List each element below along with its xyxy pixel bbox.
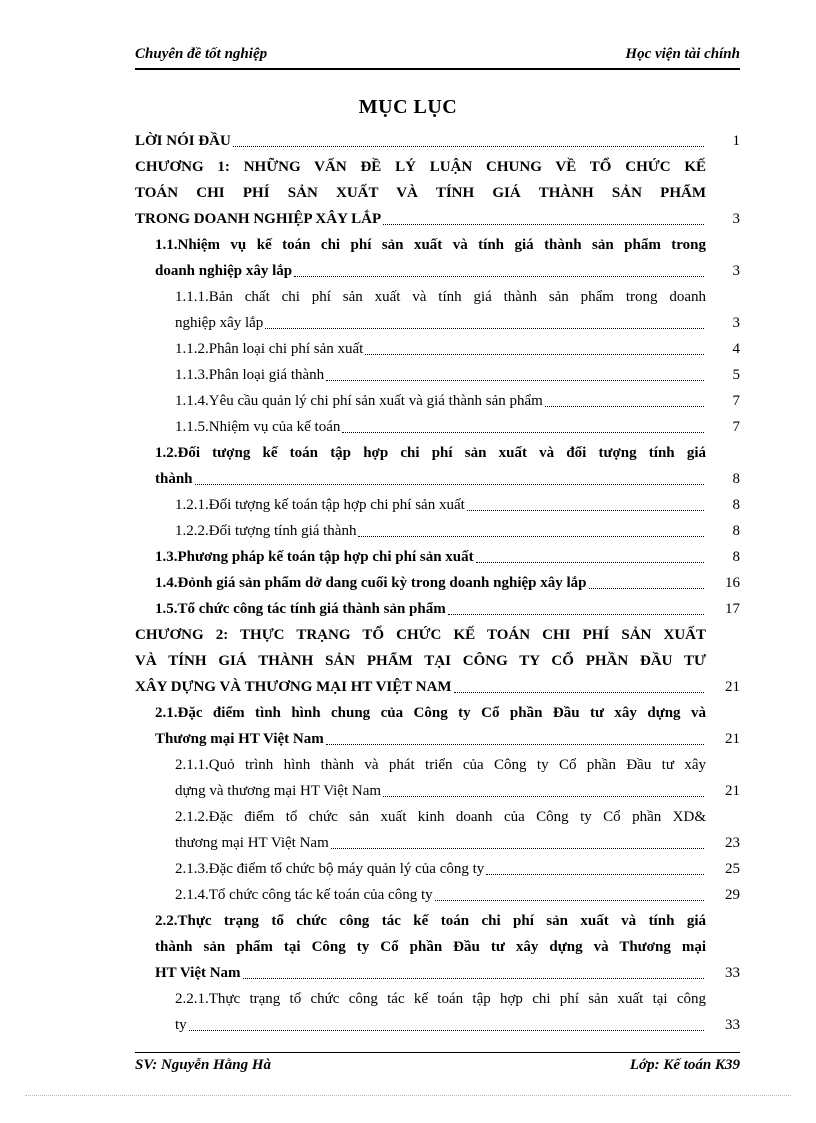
- toc-page-number: 3: [732, 315, 740, 331]
- toc-entry-text: 2.1.3.Đặc điểm tổ chức bộ máy quản lý của công ty: [175, 861, 485, 877]
- footer-left-text: SV: Nguyễn Hằng Hà: [135, 1057, 271, 1073]
- toc-page-number: 8: [732, 523, 740, 539]
- toc-entry-line[interactable]: [135, 645, 706, 671]
- toc-entry-line[interactable]: [175, 1009, 706, 1035]
- dot-leader: [243, 977, 704, 979]
- toc-entry-text: 1.2.1.Đối tượng kế toán tập hợp chi phí sản xuất: [175, 497, 465, 513]
- toc-entry-line[interactable]: [175, 775, 706, 801]
- dot-leader: [342, 431, 704, 433]
- toc-page-number: 23: [725, 835, 740, 851]
- dot-leader: [448, 613, 704, 615]
- toc-entry-line[interactable]: [135, 671, 706, 697]
- toc-entry-text: nghiệp xây lắp: [175, 315, 264, 331]
- toc-entry-line[interactable]: [155, 697, 706, 723]
- toc-entry-text: 1.1.2.Phân loại chi phí sản xuất: [175, 341, 364, 357]
- toc-page-number: 16: [725, 575, 740, 591]
- toc-page-number: 3: [732, 211, 740, 227]
- toc-page-number: 21: [725, 731, 740, 747]
- toc-entry-text: ty: [175, 1017, 187, 1033]
- toc-page-number: 21: [725, 679, 740, 695]
- bottom-divider: [25, 1095, 791, 1096]
- toc-entry-line[interactable]: [175, 281, 706, 307]
- toc-entry-text: 2.2.Thực trạng tổ chức công tác kế toán chi phí sản xuất và tính giá: [155, 913, 706, 929]
- toc-entry-line[interactable]: [175, 307, 706, 333]
- toc-entry-text: 1.1.1.Bản chất chi phí sản xuất và tính giá thành sản phẩm trong doanh: [175, 289, 706, 305]
- toc-page-number: 1: [732, 133, 740, 149]
- toc-entry-line[interactable]: [135, 619, 706, 645]
- dot-leader: [383, 795, 704, 797]
- dot-leader: [589, 587, 705, 589]
- dot-leader: [467, 509, 704, 511]
- toc-entry-line[interactable]: [175, 853, 706, 879]
- dot-leader: [189, 1029, 704, 1031]
- toc-entry-text: 2.2.1.Thực trạng tổ chức công tác kế toán tập hợp chi phí sản xuất tại công: [175, 991, 706, 1007]
- toc-entry-line[interactable]: [175, 333, 706, 359]
- toc-page-number: 8: [732, 497, 740, 513]
- dot-leader: [326, 743, 704, 745]
- toc-entry-text: 1.2.Đối tượng kế toán tập hợp chi phí sản xuất và đối tượng tính giá: [155, 445, 706, 461]
- toc-page-number: 4: [732, 341, 740, 357]
- dot-leader: [294, 275, 704, 277]
- dot-leader: [265, 327, 704, 329]
- dot-leader: [358, 535, 704, 537]
- toc-entry-text: 1.1.4.Yêu cầu quản lý chi phí sản xuất và giá thành sản phẩm: [175, 393, 543, 409]
- toc-entry-text: 1.3.Phương pháp kế toán tập hợp chi phí sản xuất: [155, 549, 474, 565]
- toc-entry-text: TOÁN CHI PHÍ SẢN XUẤT VÀ TÍNH GIÁ THÀNH SẢN PHẨM: [135, 185, 706, 201]
- dot-leader: [233, 145, 704, 147]
- toc-entry-text: 2.1.1.Quỏ trình hình thành và phát triển của Công ty Cổ phần Đầu tư xây: [175, 757, 706, 773]
- header-right-text: Học viện tài chính: [625, 46, 740, 62]
- toc-entry-line[interactable]: [175, 385, 706, 411]
- toc-entry-text: CHƯƠNG 2: THỰC TRẠNG TỔ CHỨC KẾ TOÁN CHI PHÍ SẢN XUẤT: [135, 627, 706, 643]
- toc-entry-line[interactable]: [135, 151, 706, 177]
- toc-entry-line[interactable]: [155, 463, 706, 489]
- toc-entry-text: 2.1.Đặc điểm tình hình chung của Công ty Cổ phần Đầu tư xây dựng và: [155, 705, 706, 721]
- toc-entry-line[interactable]: [175, 749, 706, 775]
- header-left-text: Chuyên đề tốt nghiệp: [135, 46, 268, 62]
- toc-entry-line[interactable]: [155, 541, 706, 567]
- toc-entry-line[interactable]: [155, 593, 706, 619]
- toc-page-number: 33: [725, 965, 740, 981]
- dot-leader: [365, 353, 704, 355]
- dot-leader: [331, 847, 704, 849]
- toc-entry-text: HT Việt Nam: [155, 965, 241, 981]
- toc-entry-text: 1.4.Đỏnh giá sản phẩm dở dang cuối kỳ trong doanh nghiệp xây lắp: [155, 575, 587, 591]
- toc-page-number: 5: [732, 367, 740, 383]
- toc-entry-text: dựng và thương mại HT Việt Nam: [175, 783, 382, 799]
- toc-entry-line[interactable]: [155, 229, 706, 255]
- toc-entry-line[interactable]: [155, 723, 706, 749]
- toc-entry-line[interactable]: [175, 411, 706, 437]
- toc-entry-line[interactable]: [155, 255, 706, 281]
- toc-entry-line[interactable]: [155, 437, 706, 463]
- toc-page-number: 8: [732, 471, 740, 487]
- toc-page-number: 7: [732, 393, 740, 409]
- toc-entry-text: VÀ TÍNH GIÁ THÀNH SẢN PHẨM TẠI CÔNG TY CỔ PHẦN ĐẦU TƯ: [135, 653, 706, 669]
- page-title: MỤC LỤC: [358, 96, 458, 118]
- toc-entry-text: 1.1.3.Phân loại giá thành: [175, 367, 325, 383]
- toc-entry-text: doanh nghiệp xây lắp: [155, 263, 293, 279]
- dot-leader: [435, 899, 704, 901]
- toc-entry-text: Thương mại HT Việt Nam: [155, 731, 324, 747]
- dot-leader: [454, 691, 704, 693]
- dot-leader: [545, 405, 704, 407]
- toc-entry-text: 2.1.2.Đặc điểm tổ chức sản xuất kinh doanh của Công ty Cổ phần XD&: [175, 809, 706, 825]
- toc-entry-text: XÂY DỰNG VÀ THƯƠNG MẠI HT VIỆT NAM: [135, 679, 452, 695]
- toc-entry-line[interactable]: [135, 177, 706, 203]
- page-footer: [135, 1052, 740, 1079]
- toc-entry-text: CHƯƠNG 1: NHỮNG VẤN ĐỀ LÝ LUẬN CHUNG VỀ TỔ CHỨC KẾ: [135, 159, 706, 175]
- toc-page-number: 3: [732, 263, 740, 279]
- toc-entry-text: LỜI NÓI ĐẦU: [135, 133, 231, 149]
- toc-entry-text: thành sản phẩm tại Công ty Cổ phần Đầu tư xây dựng và Thương mại: [155, 939, 706, 955]
- toc-entry-line[interactable]: [135, 203, 706, 229]
- toc-entry-text: 2.1.4.Tổ chức công tác kế toán của công ty: [175, 887, 433, 903]
- toc-entry-line[interactable]: [155, 905, 706, 931]
- toc-entry-line[interactable]: [175, 983, 706, 1009]
- toc-entry-text: TRONG DOANH NGHIỆP XÂY LẮP: [135, 211, 382, 227]
- footer-right-text: Lớp: Kế toán K39: [629, 1057, 740, 1073]
- toc-entry-line[interactable]: [175, 359, 706, 385]
- toc-entry-line[interactable]: [155, 931, 706, 957]
- toc-entry-text: thành: [155, 471, 193, 487]
- toc-page-number: 17: [725, 601, 740, 617]
- toc-page-number: 7: [732, 419, 740, 435]
- toc-entry-line[interactable]: [175, 489, 706, 515]
- toc-page-number: 29: [725, 887, 740, 903]
- dot-leader: [195, 483, 704, 485]
- toc-entry-text: 1.1.Nhiệm vụ kế toán chi phí sản xuất và tính giá thành sản phẩm trong: [155, 237, 706, 253]
- toc-entry-text: 1.2.2.Đối tượng tính giá thành: [175, 523, 357, 539]
- page-header: [135, 44, 740, 70]
- dot-leader: [486, 873, 704, 875]
- toc-entry-text: 1.1.5.Nhiệm vụ của kế toán: [175, 419, 341, 435]
- toc-entry-line[interactable]: [135, 125, 706, 151]
- toc-entry-line[interactable]: [155, 567, 706, 593]
- toc-entry-line[interactable]: [155, 957, 706, 983]
- toc-entry-text: thương mại HT Việt Nam: [175, 835, 329, 851]
- toc-entry-line[interactable]: [175, 879, 706, 905]
- dot-leader: [383, 223, 704, 225]
- toc-page-number: 8: [732, 549, 740, 565]
- toc-page-number: 21: [725, 783, 740, 799]
- toc-entry-line[interactable]: [175, 801, 706, 827]
- toc-page-number: 33: [725, 1017, 740, 1033]
- toc-entry-text: 1.5.Tổ chức công tác tính giá thành sản phẩm: [155, 601, 446, 617]
- toc-page-number: 25: [725, 861, 740, 877]
- toc-entry-line[interactable]: [175, 827, 706, 853]
- dot-leader: [326, 379, 704, 381]
- toc-entry-line[interactable]: [175, 515, 706, 541]
- dot-leader: [476, 561, 704, 563]
